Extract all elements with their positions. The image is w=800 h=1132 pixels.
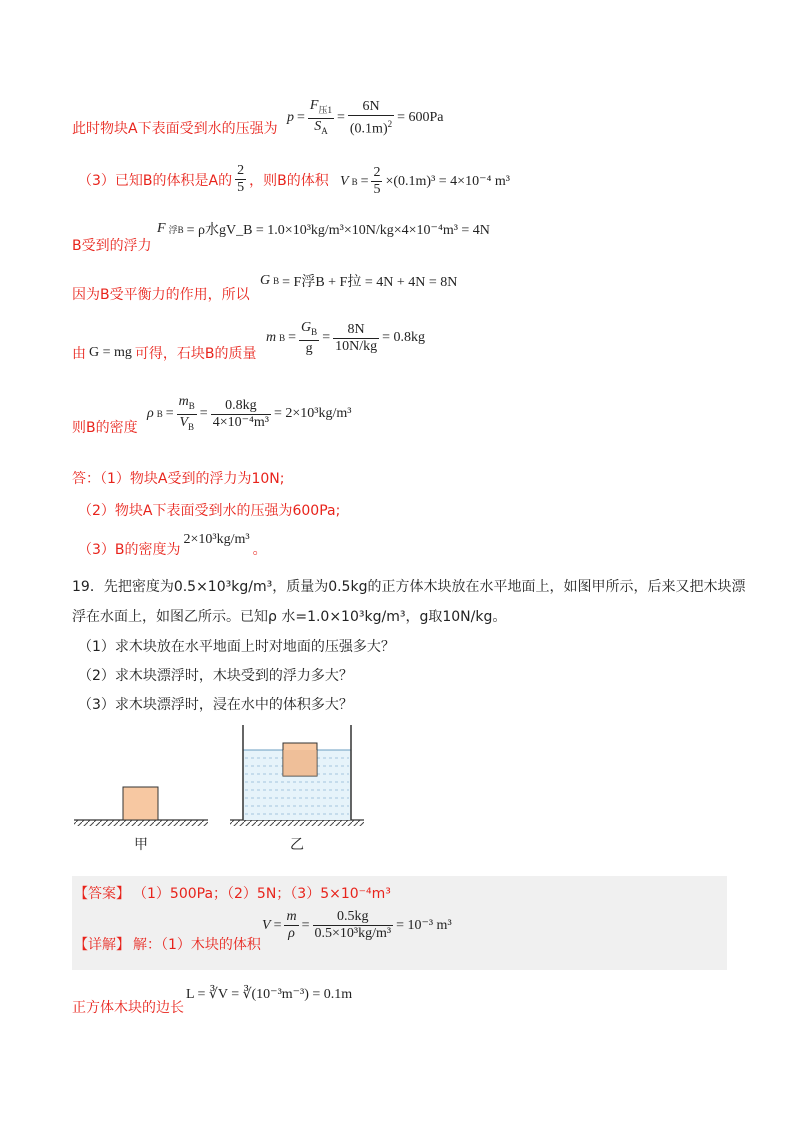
pressure-formula: p = $\frac{F_{压1}}{S_A}$ = $\frac{6N}{(0.1m)^2}$ = 600Pa <box>287 98 444 137</box>
question-line-1: 19．先把密度为0.5×10³kg/m³，质量为0.5kg的正方体木块放在水平地面上，如图甲所示，后来又把木块漂 <box>72 579 746 595</box>
question-part-3: （3）求木块漂浮时，浸在水中的体积多大？ <box>78 697 353 713</box>
question-part-2: （2）求木块漂浮时，木块受到的浮力多大？ <box>78 668 353 684</box>
balance-formula: G B = F浮B + F拉 = 4N + 4N = 8N <box>260 273 458 290</box>
figure-jia <box>74 787 208 826</box>
detail-intro: 【详解】 解：（1）木块的体积 <box>74 937 261 953</box>
balance-text: 因为B受平衡力的作用，所以 <box>72 287 250 303</box>
label-jia: 甲 <box>134 837 148 853</box>
buoyancy-text: B受到的浮力 <box>72 238 152 254</box>
density-text: 则B的密度 <box>72 420 138 436</box>
answer-line-3: （3）B的密度为 2×10³kg/m³ 。 <box>78 532 267 558</box>
mass-text: 由 G = mg 可得，石块B的质量 <box>72 345 257 362</box>
volume-formula: V = $\frac{m}{\rho}$ = $\frac{0.5kg}{\text{0.5×10³kg/m³}}$ = 10⁻³ m³ <box>262 909 452 941</box>
part3-line: （3）已知B的体积是A的 $\frac{2}{5}$ ，则B的体积 <box>78 163 329 195</box>
pressure-text: 此时物块A下表面受到水的压强为 <box>72 121 278 137</box>
edge-text: 正方体木块的边长 <box>72 1000 184 1016</box>
answer-line-1: 答：（1）物块A受到的浮力为10N; <box>72 471 285 487</box>
label-yi: 乙 <box>290 837 304 853</box>
part3-volume-formula: V B = $\frac{2}{5}$ ×(0.1m)³ = 4×10⁻⁴ m³ <box>340 165 510 197</box>
buoyancy-formula: F 浮B = ρ水gV_B = 1.0×10³kg/m³×10N/kg×4×10⁻⁴m³ = 4N <box>157 221 490 238</box>
wood-block-on-ground <box>123 787 158 820</box>
answer-line-2: （2）物块A下表面受到水的压强为600Pa; <box>78 503 341 519</box>
figure-yi <box>230 725 364 826</box>
edge-formula: L = ∛V = ∛(10⁻³m⁻³) = 0.1m <box>186 987 353 1002</box>
question-line-2: 浮在水面上，如图乙所示。已知ρ 水=1.0×10³kg/m³，g取10N/kg。 <box>72 609 507 625</box>
question-part-1: （1）求木块放在水平地面上时对地面的压强多大？ <box>78 639 395 655</box>
figure-diagram <box>70 720 370 835</box>
density-formula: ρ B = $\frac{m_B}{V_B}$ = $\frac{0.8kg}{\text{4×10⁻⁴m³}}$ = 2×10³kg/m³ <box>147 394 352 432</box>
mass-formula: m B = $\frac{G_B}{g}$ = $\frac{8N}{10N/kg}$ = 0.8kg <box>266 320 425 356</box>
answer-summary: 【答案】 （1）500Pa；（2）5N；（3）5×10⁻⁴m³ <box>74 886 391 902</box>
